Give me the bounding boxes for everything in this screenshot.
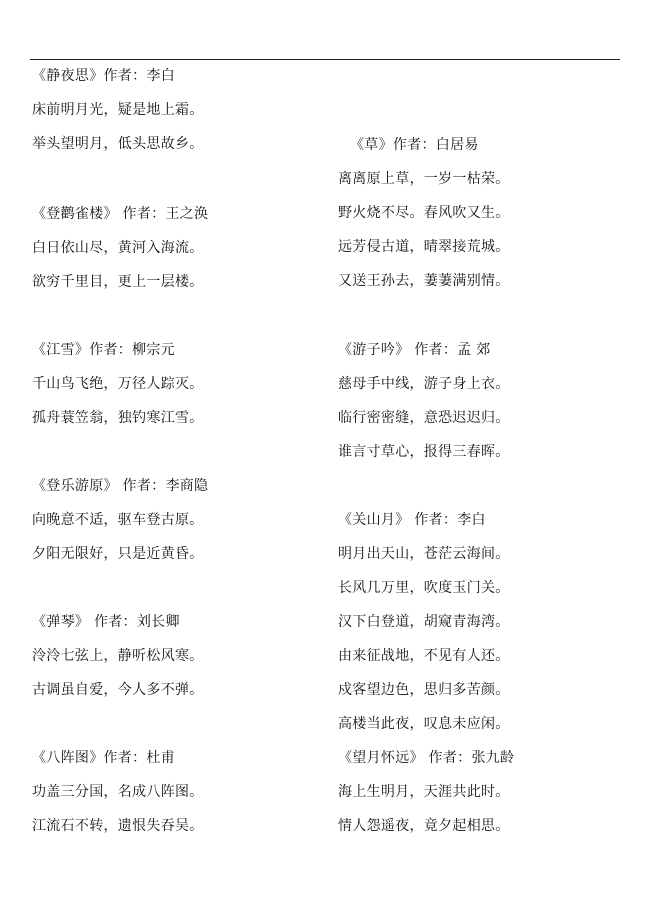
poem-line: 孤舟蓑笠翁，独钓寒江雪。 (32, 410, 204, 426)
poem-line: 又送王孙去，萋萋满别情。 (338, 273, 510, 289)
poem-line: 高楼当此夜，叹息未应闲。 (338, 716, 510, 732)
poem-title: 《草》作者：白居易 (350, 137, 479, 153)
poem-line: 由来征战地，不见有人还。 (338, 648, 510, 664)
poem-line: 野火烧不尽。春风吹又生。 (338, 205, 510, 221)
poem-line: 海上生明月，天涯共此时。 (338, 784, 510, 800)
poem-line: 夕阳无限好，只是近黄昏。 (32, 546, 204, 562)
poem-line: 欲穷千里目，更上一层楼。 (32, 274, 204, 290)
poem-line: 向晚意不适，驱车登古原。 (32, 512, 204, 528)
poem-line: 泠泠七弦上，静听松风寒。 (32, 648, 204, 664)
poem-line: 长风几万里，吹度玉门关。 (338, 580, 510, 596)
poem-line: 慈母手中线，游子身上衣。 (338, 376, 510, 392)
poem-line: 离离原上草，一岁一枯荣。 (338, 171, 510, 187)
poem-line: 临行密密缝，意恐迟迟归。 (338, 410, 510, 426)
poem-line: 千山鸟飞绝，万径人踪灭。 (32, 376, 204, 392)
poem-title: 《登鹳雀楼》 作者：王之涣 (32, 206, 209, 222)
poem-title: 《静夜思》作者：李白 (32, 68, 175, 84)
poem-line: 江流石不转，遗恨失吞吴。 (32, 818, 204, 834)
poem-line: 远芳侵古道，晴翠接荒城。 (338, 239, 510, 255)
poem-title: 《登乐游原》 作者：李商隐 (32, 478, 209, 494)
poem-title: 《关山月》 作者：李白 (338, 512, 486, 528)
poem-line: 明月出天山，苍茫云海间。 (338, 546, 510, 562)
poem-line: 古调虽自爱，今人多不弹。 (32, 682, 204, 698)
poem-title: 《弹琴》 作者：刘长卿 (32, 614, 180, 630)
poem-title: 《江雪》作者：柳宗元 (32, 342, 175, 358)
poem-line: 情人怨遥夜，竟夕起相思。 (338, 818, 510, 834)
header-rule (30, 59, 620, 60)
poem-line: 功盖三分国，名成八阵图。 (32, 784, 204, 800)
poem-title: 《八阵图》作者：杜甫 (32, 750, 175, 766)
poem-line: 汉下白登道，胡窥青海湾。 (338, 614, 510, 630)
poem-title: 《望月怀远》 作者：张九龄 (338, 750, 515, 766)
poem-title: 《游子吟》 作者：孟 郊 (338, 342, 491, 358)
poem-line: 戍客望边色，思归多苦颜。 (338, 682, 510, 698)
poem-line: 举头望明月，低头思故乡。 (32, 136, 204, 152)
poem-line: 白日依山尽，黄河入海流。 (32, 240, 204, 256)
poem-line: 谁言寸草心，报得三春晖。 (338, 444, 510, 460)
poem-line: 床前明月光，疑是地上霜。 (32, 102, 204, 118)
